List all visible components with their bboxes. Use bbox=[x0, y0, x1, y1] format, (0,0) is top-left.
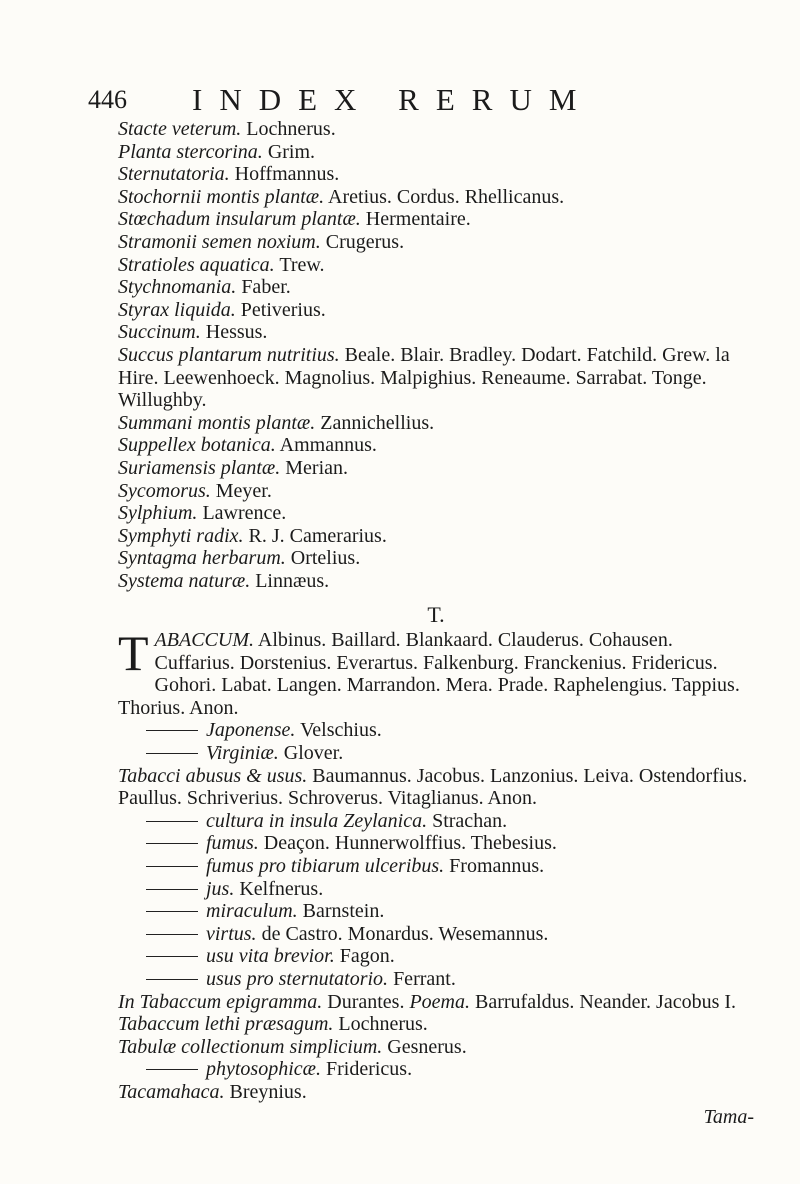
index-entry bbox=[118, 254, 754, 277]
entry-authors: Linnæus. bbox=[255, 569, 330, 592]
dash-rule bbox=[146, 1069, 198, 1070]
index-subentry bbox=[118, 742, 754, 765]
entry-authors: Crugerus. bbox=[325, 230, 405, 253]
entry-authors: Lochnerus. bbox=[246, 118, 336, 140]
index-entry bbox=[118, 344, 754, 412]
section-letter: T. bbox=[427, 602, 445, 628]
entry-authors: Kelfnerus. bbox=[239, 877, 324, 900]
entry-authors: Hermentaire. bbox=[365, 208, 471, 231]
dash-rule bbox=[146, 979, 198, 980]
entry-authors: Trew. bbox=[279, 253, 325, 276]
entry-authors: Faber. bbox=[241, 276, 291, 299]
entry-authors-2: Barrufaldus. Neander. Jacobus I. bbox=[475, 990, 737, 1013]
index-subentry bbox=[118, 719, 754, 742]
entry-term: Suriamensis plantæ. bbox=[118, 456, 281, 479]
entry-authors: Fagon. bbox=[339, 945, 395, 968]
running-title: INDEX RERUM bbox=[192, 82, 594, 117]
dash-rule bbox=[146, 911, 198, 912]
entry-term: Succinum. bbox=[118, 321, 201, 344]
index-entry bbox=[118, 231, 754, 254]
entry-term: Stœchadum insularum plantæ. bbox=[118, 208, 361, 231]
entry-term: Syntagma herbarum. bbox=[118, 547, 286, 570]
index-entry bbox=[118, 570, 754, 593]
index-subentry bbox=[118, 832, 754, 855]
entry-authors: Deaçon. Hunnerwolffius. Thebesius. bbox=[263, 832, 557, 855]
entry-authors: Durantes. bbox=[327, 990, 405, 1013]
entry-term: Sylphium. bbox=[118, 502, 198, 525]
index-entry bbox=[118, 208, 754, 231]
index-subentry bbox=[118, 878, 754, 901]
dash-rule bbox=[146, 730, 198, 731]
entry-authors: Gesnerus. bbox=[387, 1035, 467, 1058]
entry-authors: Hoffmannus. bbox=[234, 163, 340, 186]
entry-authors: Glover. bbox=[283, 742, 344, 765]
dash-rule bbox=[146, 866, 198, 867]
entry-authors: Petiverius. bbox=[240, 298, 326, 321]
entry-authors: Strachan. bbox=[432, 809, 508, 832]
entry-authors: Zannichellius. bbox=[320, 411, 435, 434]
entry-authors: Grim. bbox=[267, 140, 316, 163]
entry-authors: de Castro. Monardus. Wesemannus. bbox=[261, 922, 549, 945]
index-subentry bbox=[118, 900, 754, 923]
entry-authors: Ferrant. bbox=[393, 967, 456, 990]
index-entry-last bbox=[118, 1081, 754, 1104]
entry-term: virtus. bbox=[206, 922, 257, 945]
entry-authors: Baumannus. Jacobus. Lanzonius. Leiva. Ostendorfius. Paullus. Schriverius. Schroverus. Vitaglianus. Anon. bbox=[118, 764, 748, 810]
entry-term: Stacte veterum. bbox=[118, 118, 242, 140]
entry-term: Virginiæ. bbox=[206, 742, 279, 765]
entry-authors: Beale. Blair. Bradley. Dodart. Fatchild. Grew. la Hire. Leewenhoeck. Magnolius. Malpighius. Reneaume. Sarrabat. Tonge. Willughby. bbox=[118, 343, 730, 412]
index-entry bbox=[118, 1036, 754, 1059]
index-entry bbox=[118, 434, 754, 457]
entry-term: cultura in insula Zeylanica. bbox=[206, 809, 428, 832]
index-entry bbox=[118, 412, 754, 435]
entry-authors: R. J. Camerarius. bbox=[248, 524, 387, 547]
entry-authors: Breynius. bbox=[229, 1080, 307, 1103]
dash-rule bbox=[146, 821, 198, 822]
entry-authors: Lochnerus. bbox=[338, 1013, 428, 1036]
entries-after bbox=[118, 1013, 754, 1058]
entry-term: Japonense. bbox=[206, 719, 296, 742]
entry-term: Symphyti radix. bbox=[118, 524, 244, 547]
entry-authors: Ammannus. bbox=[279, 434, 377, 457]
drop-cap: T bbox=[118, 625, 149, 682]
entry-authors: Albinus. Baillard. Blankaard. Clauderus. Cohausen. Cuffarius. Dorstenius. Everartus. Falkenburg. Franckenius. Fridericus. Gohori. Labat. Langen. Marrandon. Mera. Prade. Raphelengius. Tappius. Thorius. Anon. bbox=[118, 629, 740, 719]
entry-term: fumus. bbox=[206, 832, 259, 855]
index-entry bbox=[118, 547, 754, 570]
entry-term: Systema naturæ. bbox=[118, 569, 251, 592]
entry-term: phytosophicæ. bbox=[206, 1058, 321, 1081]
index-entry-tabacci bbox=[118, 765, 754, 810]
entry-term: Styrax liquida. bbox=[118, 298, 236, 321]
dash-rule bbox=[146, 956, 198, 957]
entry-term: Succus plantarum nutritius. bbox=[118, 343, 340, 366]
tabacci-subentries bbox=[118, 810, 754, 991]
dash-rule bbox=[146, 934, 198, 935]
entry-authors: Meyer. bbox=[215, 479, 272, 502]
index-subentry bbox=[118, 923, 754, 946]
catchword: Tama- bbox=[703, 1105, 754, 1128]
page-header bbox=[88, 78, 768, 122]
entry-authors: Hessus. bbox=[205, 321, 268, 344]
index-subentry bbox=[118, 1058, 754, 1081]
index-entry bbox=[118, 141, 754, 164]
tabaccum-subentries bbox=[118, 719, 754, 764]
entry-term: Stramonii semen noxium. bbox=[118, 230, 321, 253]
index-entry bbox=[118, 480, 754, 503]
dash-rule bbox=[146, 843, 198, 844]
entry-authors: Merian. bbox=[285, 456, 349, 479]
entry-term: usus pro sternutatorio. bbox=[206, 967, 389, 990]
index-entry bbox=[118, 457, 754, 480]
entry-term: Tabulæ collectionum simplicium. bbox=[118, 1035, 383, 1058]
index-entry bbox=[118, 186, 754, 209]
entry-term: Sycomorus. bbox=[118, 479, 211, 502]
entry-term: Tabaccum lethi præsagum. bbox=[118, 1013, 334, 1036]
entry-term: Planta stercorina. bbox=[118, 140, 263, 163]
index-entry-tabaccum bbox=[118, 625, 754, 719]
entry-authors: Lawrence. bbox=[202, 502, 287, 525]
entry-term: Sternutatoria. bbox=[118, 163, 230, 186]
entry-term: Tabacci abusus & usus. bbox=[118, 764, 308, 787]
entry-term: usu vita brevior. bbox=[206, 945, 335, 968]
dash-rule bbox=[146, 753, 198, 754]
entry-authors: Velschius. bbox=[300, 719, 382, 742]
index-entry bbox=[118, 163, 754, 186]
entry-term-2: Poema. bbox=[409, 990, 470, 1013]
entry-term: In Tabaccum epigramma. bbox=[118, 990, 323, 1013]
entry-term: Suppellex botanica. bbox=[118, 434, 276, 457]
index-subentry bbox=[118, 855, 754, 878]
entry-authors: Fromannus. bbox=[449, 855, 545, 877]
index-entry bbox=[118, 1013, 754, 1036]
entry-authors: Aretius. Cordus. Rhellicanus. bbox=[328, 185, 565, 208]
entry-authors: Ortelius. bbox=[290, 547, 361, 570]
index-entry bbox=[118, 276, 754, 299]
entry-term: miraculum. bbox=[206, 900, 298, 923]
entry-term: jus. bbox=[206, 877, 235, 900]
entry-term: Stochornii montis plantæ. bbox=[118, 185, 325, 208]
entries-before bbox=[118, 118, 754, 592]
entry-term: fumus pro tibiarum ulceribus. bbox=[206, 855, 445, 877]
index-entry bbox=[118, 299, 754, 322]
index-text bbox=[118, 118, 754, 1128]
entry-term: Stychnomania. bbox=[118, 276, 237, 299]
entry-term: Stratioles aquatica. bbox=[118, 253, 275, 276]
page-number: 446 bbox=[88, 85, 127, 114]
index-subentry bbox=[118, 945, 754, 968]
entry-authors: Barnstein. bbox=[302, 900, 385, 923]
index-entry bbox=[118, 502, 754, 525]
entry-term: Summani montis plantæ. bbox=[118, 411, 316, 434]
index-subentry bbox=[118, 968, 754, 991]
dash-rule bbox=[146, 889, 198, 890]
index-entry-epigramma bbox=[118, 991, 754, 1014]
index-entry bbox=[118, 525, 754, 548]
entry-authors: Fridericus. bbox=[326, 1058, 413, 1081]
index-subentry bbox=[118, 810, 754, 833]
index-entry bbox=[118, 118, 754, 141]
index-entry bbox=[118, 321, 754, 344]
entry-term: ABACCUM. bbox=[154, 629, 254, 652]
entry-term: Tacamahaca. bbox=[118, 1080, 225, 1103]
